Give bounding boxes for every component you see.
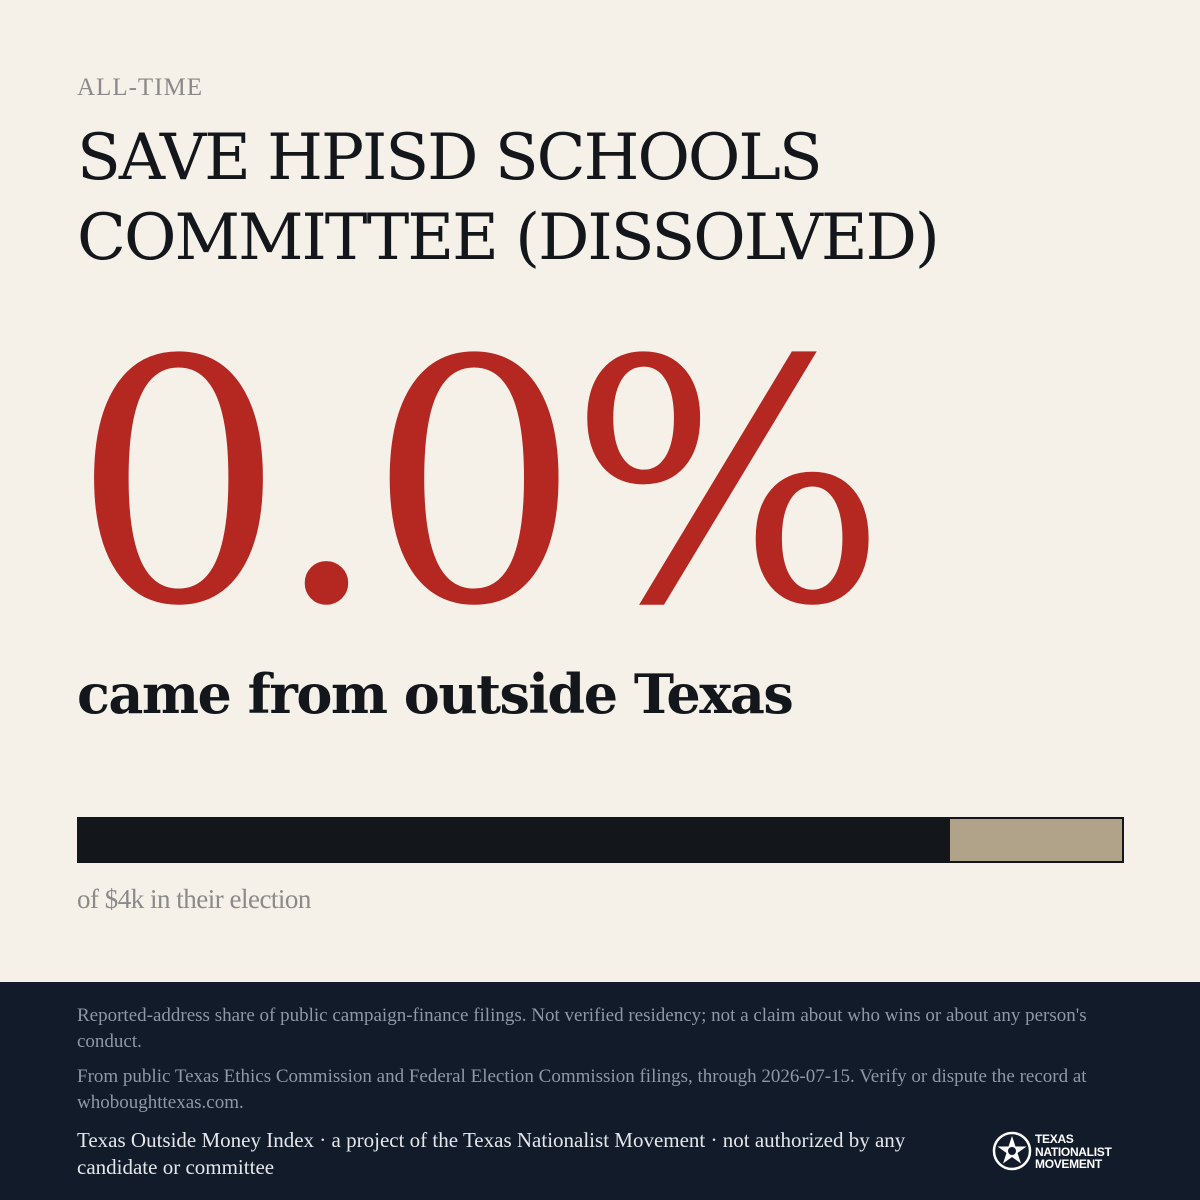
logo-line-2: NATIONALIST [1035, 1144, 1112, 1159]
star-seal-icon [992, 1131, 1032, 1171]
logo-line-1: TEXAS [1035, 1132, 1074, 1146]
tnm-logo [992, 1131, 1127, 1173]
eyebrow-label: ALL-TIME [77, 74, 204, 101]
footer-source-note: From public Texas Ethics Commission and Federal Election Commission filings, through 2026-07-15. Verify or dispute the record at whoboughttexas.com. [77, 1066, 1087, 1113]
headline-caption: came from outside Texas [77, 662, 793, 726]
footer-credit: Texas Outside Money Index · a project of the Texas Nationalist Movement · not authorized by any candidate or committee [77, 1128, 906, 1179]
outside-share-percentage: 0.0% [72, 290, 876, 680]
share-progress-fill [79, 819, 950, 861]
share-progress-bar [77, 817, 1124, 863]
logo-wordmark [1035, 1133, 1111, 1171]
committee-title: SAVE HPISD SCHOOLS COMMITTEE (DISSOLVED) [77, 121, 938, 275]
logo-line-3: MOVEMENT [1035, 1157, 1102, 1171]
footer-disclaimer: Reported-address share of public campaign-finance filings. Not verified residency; not a claim about who wins or about any person's conduct. [77, 1005, 1087, 1052]
total-amount-caption: of $4k in their election [77, 884, 311, 914]
